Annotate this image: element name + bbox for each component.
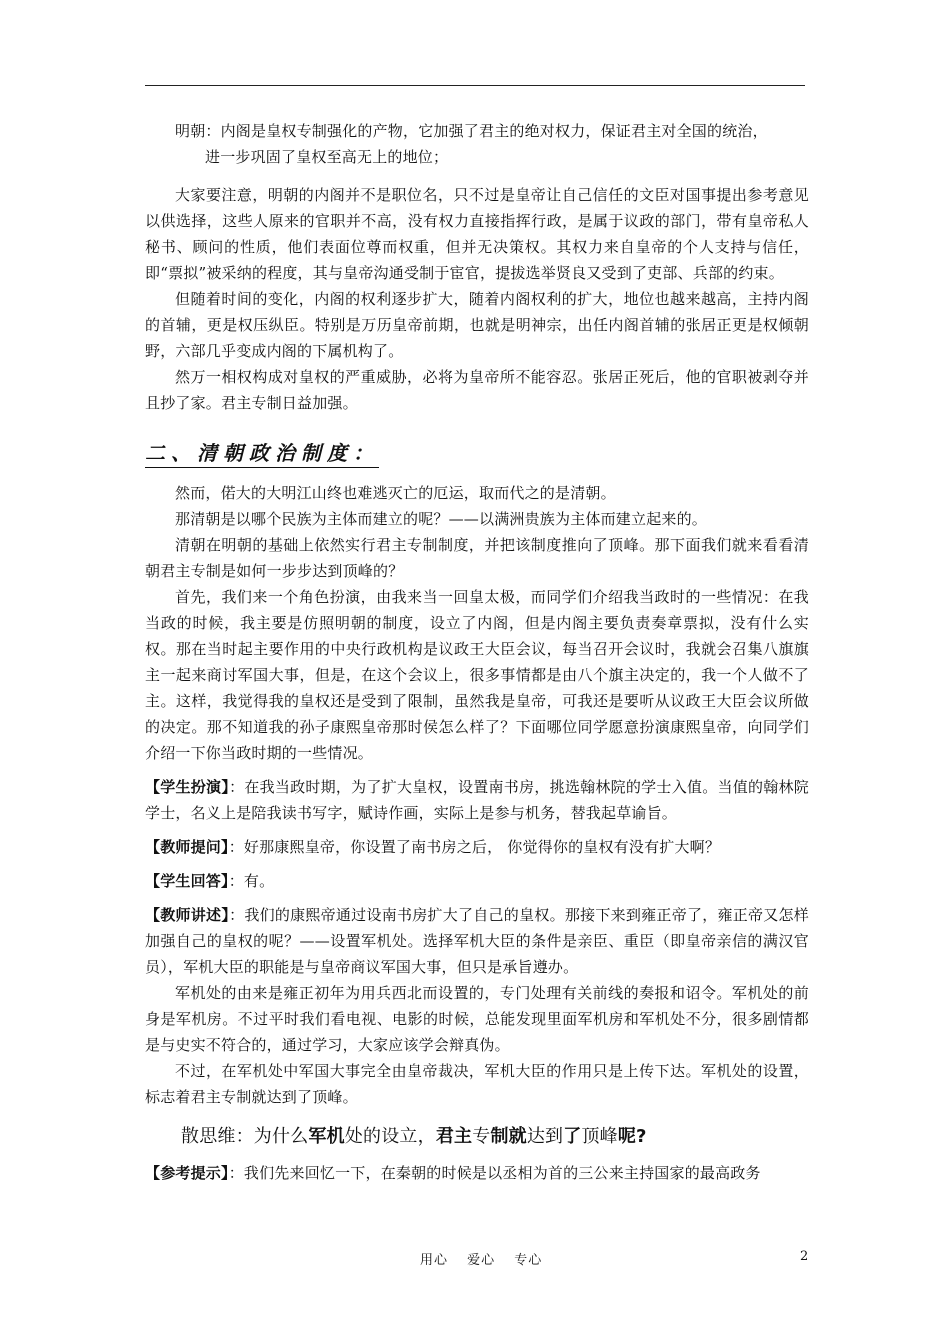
paragraph-cabinet-growth: 但随着时间的变化，内阁的权利逐步扩大，随着内阁权利的扩大，地位也越来越高，主持内阁的首辅，更是权压纵臣。特别是万历皇帝前期，也就是明神宗，出任内阁首辅的张居正更是权倾朝野，六部几乎变成内阁的下属机构了。	[145, 290, 809, 360]
student-answer	[145, 868, 809, 894]
paragraph-qing-intro: 然而，偌大的大明江山终也难逃灭亡的厄运，取而代之的是清朝。	[175, 484, 616, 502]
student-role-text: ：在我当政时期，为了扩大皇权，设置南书房，挑选翰林院的学士入值。当值的翰林院学士，名义上是陪我读书写字，赋诗作画，实际上是参与机务，替我起草谕旨。	[145, 778, 809, 822]
paragraph-grand-council-origin: 军机处的由来是雍正初年为用兵西北而设置的，专门处理有关前线的奏报和诏令。军机处的前身是军机房。不过平时我们看电视、电影的时候，总能发现里面军机房和军机处不分，很多剧情都是与史实不符合的，通过学习，大家应该学会辩真伪。	[145, 984, 809, 1054]
teacher-narration-label: 【教师讲述】	[145, 906, 230, 924]
ming-summary-line1: 明朝：内阁是皇权专制强化的产物，它加强了君主的绝对权力，保证君主对全国的统治，	[175, 122, 768, 140]
student-answer-label: 【学生回答】	[145, 872, 229, 890]
header-rule	[145, 85, 805, 86]
teacher-narration	[145, 902, 809, 980]
thinking-prefix: 散思维：为	[181, 1126, 272, 1147]
page-body	[145, 118, 809, 1186]
teacher-narration-text: ：我们的康熙帝通过设南书房扩大了自己的皇权。那接下来到雍正帝了，雍正帝又怎样加强自己的皇权的呢？——设置军机处。选择军机大臣的条件是亲臣、重臣（即皇帝亲信的满汉官员），军机大臣的职能是与皇帝商议军国大事，但只是承旨遵办。	[145, 906, 809, 976]
paragraph-grand-council-peak: 不过，在军机处中军国大事完全由皇帝裁决，军机大臣的作用只是上传下达。军机处的设置，标志着君主专制就达到了顶峰。	[145, 1062, 809, 1106]
thinking-part6: 君主	[435, 1126, 473, 1147]
paragraph-qing-autocracy: 清朝在明朝的基础上依然实行君主专制制度，并把该制度推向了顶峰。那下面我们就来看看清朝君主专制是如何一步步达到顶峰的？	[145, 536, 809, 580]
thinking-part2: 军	[308, 1126, 327, 1147]
teacher-question-label: 【教师提问】	[145, 838, 229, 856]
paragraph-qing-ethnic: 那清朝是以哪个民族为主体而建立的呢？——以满洲贵族为主体而建立起来的。	[175, 510, 708, 528]
thinking-part5: 的设立，	[363, 1126, 436, 1147]
paragraph-zhang-juzheng: 然万一相权构成对皇权的严重威胁，必将为皇帝所不能容忍。张居正死后，他的官职被剥夺并且抄了家。君主专制日益加强。	[145, 368, 809, 412]
teacher-question	[145, 834, 809, 860]
thinking-part8: 制	[490, 1126, 509, 1147]
reference-hint-text: ：我们先来回忆一下，在秦朝的时候是以丞相为首的三公来主持国家的最高政务	[228, 1164, 761, 1182]
section-heading	[145, 438, 809, 468]
thinking-question	[181, 1122, 809, 1152]
thinking-part9: 就	[508, 1126, 527, 1147]
thinking-part13: 呢?	[617, 1126, 647, 1147]
thinking-part1: 什么	[272, 1126, 309, 1147]
paragraph-cabinet-nature: 大家要注意，明朝的内阁并不是职位名，只不过是皇帝让自己信任的文臣对国事提出参考意见以供选择，这些人原来的官职并不高，没有权力直接指挥行政，是属于议政的部门，带有皇帝私人秘书、顾问的性质，他们表面位尊而权重，但并无决策权。其权力来自皇帝的个人支持与信任，即“票拟”被采纳的程度，其与皇帝沟通受制于宦官，提拔选举贤良又受到了吏部、兵部的约束。	[145, 186, 809, 282]
thinking-part3: 机	[326, 1126, 345, 1147]
section-heading-text: 二、清朝政治制度：	[145, 441, 379, 468]
student-answer-text: ：有。	[228, 872, 275, 890]
thinking-part12: 顶峰	[581, 1126, 618, 1147]
thinking-part4: 处	[344, 1126, 364, 1147]
footer-motto: 用心 爱心 专心	[420, 1253, 543, 1268]
reference-hint-label: 【参考提示】	[145, 1164, 229, 1182]
student-role-label: 【学生扮演】	[145, 778, 230, 796]
thinking-part10: 达到	[526, 1126, 564, 1147]
ming-summary-line2: 进一步巩固了皇权至高无上的地位；	[205, 148, 449, 166]
reference-hint	[145, 1160, 809, 1186]
teacher-question-text: ：好那康熙皇帝，你设置了南书房之后， 你觉得你的皇权有没有扩大啊？	[228, 838, 721, 856]
student-role-play	[145, 774, 809, 826]
paragraph-role-play: 首先，我们来一个角色扮演，由我来当一回皇太极，而同学们介绍我当政时的一些情况：在我当政的时候，我主要是仿照明朝的制度，设立了内阁，但是内阁主要负责奏章票拟，没有什么实权。那在当时起主要作用的中央行政机构是议政王大臣会议，每当召开会议时，我就会召集八旗旗主一起来商讨军国大事，但是，在这个会议上，很多事情都是由八个旗主决定的，我一个人做不了主。这样，我觉得我的皇权还是受到了限制，虽然我是皇帝，可我还是要听从议政王大臣会议所做的决定。那不知道我的孙子康熙皇帝那时侯怎么样了？下面哪位同学愿意扮演康熙皇帝，向同学们介绍一下你当政时期的一些情况。	[145, 588, 809, 762]
page-number: 2	[800, 1249, 809, 1264]
ming-summary	[145, 118, 809, 170]
thinking-part11: 了	[563, 1126, 582, 1147]
thinking-part7: 专	[472, 1126, 491, 1147]
